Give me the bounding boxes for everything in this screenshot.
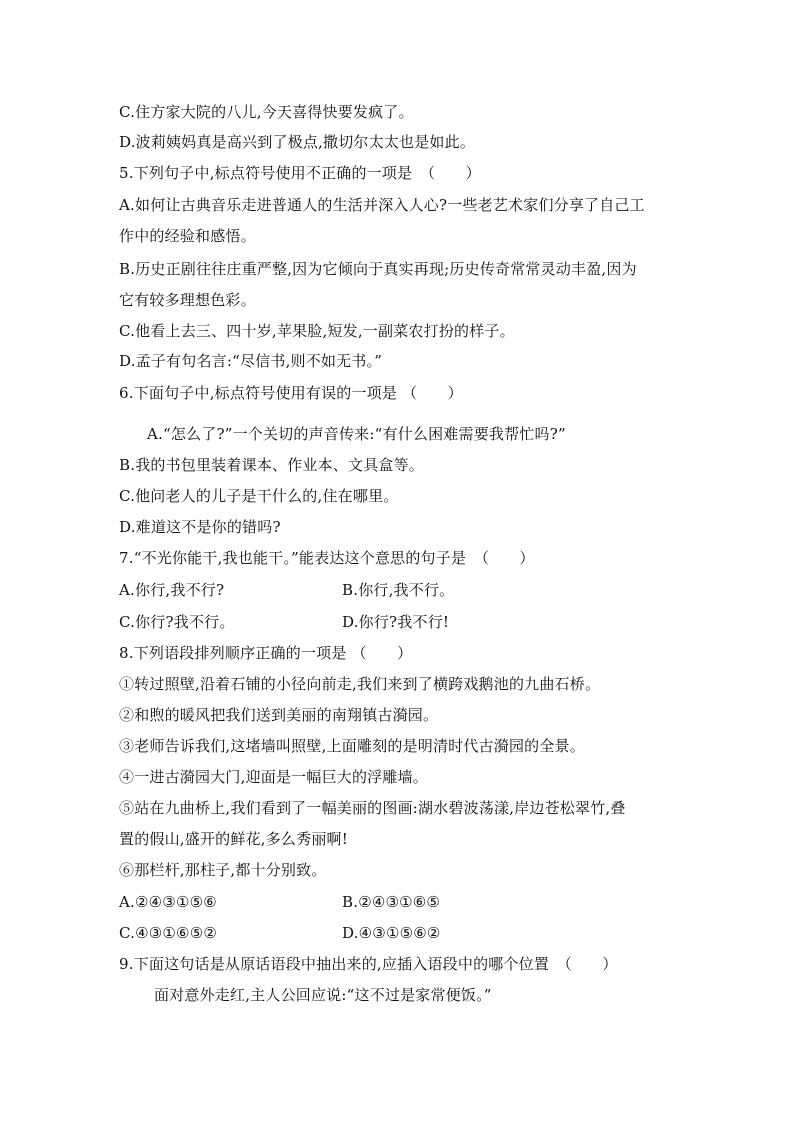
q6-option-a: A.“怎么了?”一个关切的声音传来:“有什么困难需要我帮忙吗?” xyxy=(147,425,566,443)
q8-sentence-3: ③老师告诉我们,这堵墙叫照壁,上面雕刻的是明清时代古漪园的全景。 xyxy=(119,737,585,755)
q7-option-c: C.你行?我不行。 xyxy=(119,613,235,631)
q8-sentence-2: ②和煦的暖风把我们送到美丽的南翔镇古漪园。 xyxy=(119,706,439,724)
q6-option-d: D.难道这不是你的错吗? xyxy=(119,518,281,536)
q5-option-b: B.历史正剧往往庄重严整,因为它倾向于真实再现;历史传奇常常灵动丰盈,因为 xyxy=(119,260,637,278)
q8-sentence-6: ⑥那栏杆,那柱子,都十分别致。 xyxy=(119,861,327,879)
q5-option-c: C.他看上去三、四十岁,苹果脸,短发,一副菜农打扮的样子。 xyxy=(119,322,515,340)
question-9: 9.下面这句话是从原话语段中抽出来的,应插入语段中的哪个位置 （ ） xyxy=(119,955,618,973)
q9-quoted-sentence: 面对意外走红,主人公回应说:“这不过是家常便饭。” xyxy=(154,986,492,1004)
q8-option-b: B.②④③①⑥⑤ xyxy=(342,893,441,911)
option-d-line: D.波莉姨妈真是高兴到了极点,撒切尔太太也是如此。 xyxy=(119,133,476,151)
q7-option-d: D.你行?我不行! xyxy=(342,613,450,631)
q6-option-b: B.我的书包里装着课本、作业本、文具盒等。 xyxy=(119,456,424,474)
q7-option-b: B.你行,我不行。 xyxy=(342,581,455,599)
question-5: 5.下列句子中,标点符号使用不正确的一项是 （ ） xyxy=(119,164,481,182)
q8-sentence-1: ①转过照壁,沿着石铺的小径向前走,我们来到了横跨戏鹅池的九曲石桥。 xyxy=(119,675,601,693)
q8-sentence-4: ④一进古漪园大门,迎面是一幅巨大的浮雕墙。 xyxy=(119,768,428,786)
q5-option-a: A.如何让古典音乐走进普通人的生活并深入人心?一些老艺术家们分享了自己工 xyxy=(119,196,645,214)
q8-option-a: A.②④③①⑤⑥ xyxy=(119,893,217,911)
q8-option-c: C.④③①⑥⑤② xyxy=(119,924,217,942)
q8-sentence-5-cont: 置的假山,盛开的鲜花,多么秀丽啊! xyxy=(119,830,348,848)
q5-option-d: D.孟子有句名言:“尽信书,则不如无书。” xyxy=(119,352,383,370)
q5-option-a-cont: 作中的经验和感悟。 xyxy=(119,227,256,245)
q7-option-a: A.你行,我不行? xyxy=(119,581,225,599)
question-8: 8.下列语段排列顺序正确的一项是 （ ） xyxy=(119,644,413,662)
q8-option-d: D.④③①⑤⑥② xyxy=(342,924,441,942)
q5-option-b-cont: 它有较多理想色彩。 xyxy=(119,291,256,309)
q8-sentence-5: ⑤站在九曲桥上,我们看到了一幅美丽的图画:湖水碧波荡漾,岸边苍松翠竹,叠 xyxy=(119,799,626,817)
question-6: 6.下面句子中,标点符号使用有误的一项是 （ ） xyxy=(119,384,463,402)
q6-option-c: C.他问老人的儿子是干什么的,住在哪里。 xyxy=(119,487,399,505)
question-7: 7.“不光你能干,我也能干。”能表达这个意思的句子是 （ ） xyxy=(119,549,535,567)
option-c-line: C.住方家大院的八儿,今天喜得快要发疯了。 xyxy=(119,103,414,121)
